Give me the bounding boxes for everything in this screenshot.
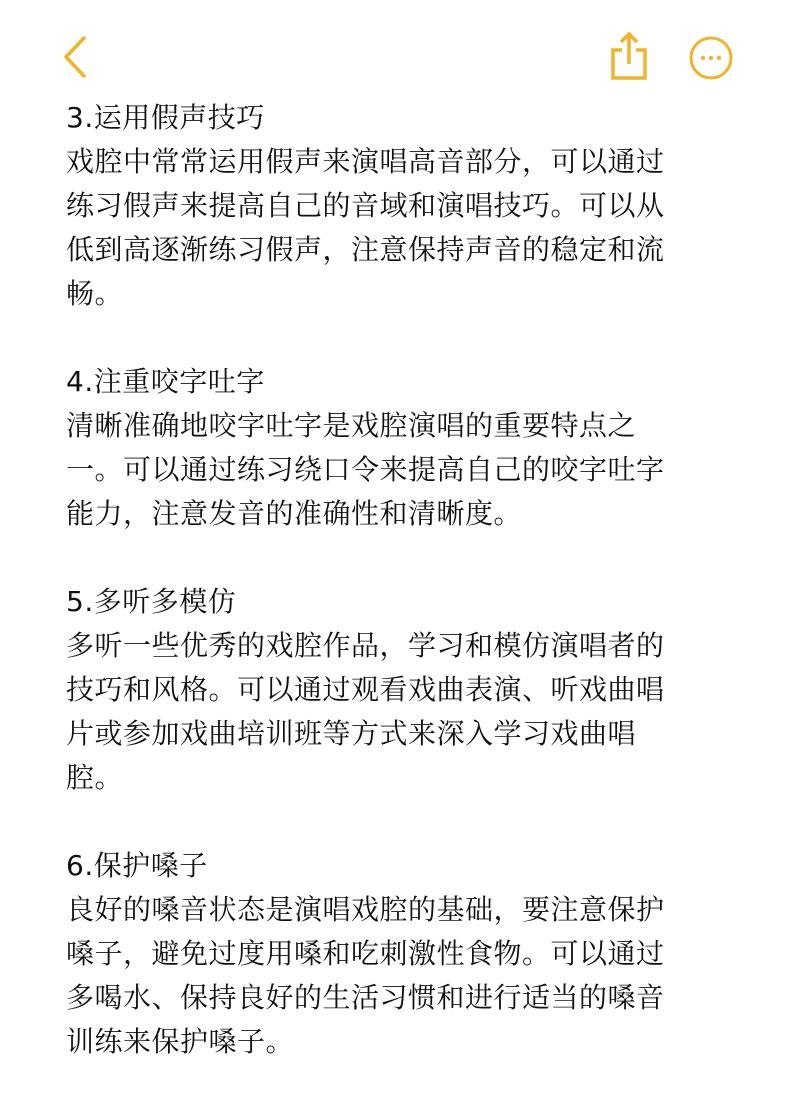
section-heading: 6.保护嗓子 [66,849,208,882]
section-6 [66,844,746,1064]
paragraph-line: 一。可以通过练习绕口令来提高自己的咬字吐字 [66,453,665,486]
section-heading: 5.多听多模仿 [66,585,237,618]
paragraph-line: 畅。 [66,277,124,310]
paragraph-line: 技巧和风格。可以通过观看戏曲表演、听戏曲唱 [66,673,665,706]
paragraph-line: 训练来保护嗓子。 [66,1025,295,1058]
section-4 [66,360,746,536]
section-heading: 3.运用假声技巧 [66,101,265,134]
ellipsis-circle-icon [688,35,734,81]
back-button[interactable] [56,32,96,82]
paragraph-line: 片或参加戏曲培训班等方式来深入学习戏曲唱 [66,717,637,750]
chevron-left-icon [56,32,96,82]
share-icon [606,30,652,82]
paragraph-line: 清晰准确地咬字吐字是戏腔演唱的重要特点之 [66,409,637,442]
paragraph-line: 戏腔中常常运用假声来演唱高音部分，可以通过 [66,145,665,178]
paragraph-line: 良好的嗓音状态是演唱戏腔的基础，要注意保护 [66,893,665,926]
paragraph-line: 多喝水、保持良好的生活习惯和进行适当的嗓音 [66,981,665,1014]
note-body[interactable] [66,96,746,1108]
paragraph-line: 嗓子，避免过度用嗓和吃刺激性食物。可以通过 [66,937,665,970]
paragraph-line: 练习假声来提高自己的音域和演唱技巧。可以从 [66,189,665,222]
paragraph-line: 能力，注意发音的准确性和清晰度。 [66,497,523,530]
paragraph-line: 多听一些优秀的戏腔作品，学习和模仿演唱者的 [66,629,665,662]
more-button[interactable] [688,35,734,81]
section-5 [66,580,746,800]
share-button[interactable] [606,30,652,82]
paragraph-line: 腔。 [66,761,124,794]
section-heading: 4.注重咬字吐字 [66,365,265,398]
paragraph-line: 低到高逐渐练习假声，注意保持声音的稳定和流 [66,233,665,266]
section-3 [66,96,746,316]
note-toolbar [0,0,800,100]
